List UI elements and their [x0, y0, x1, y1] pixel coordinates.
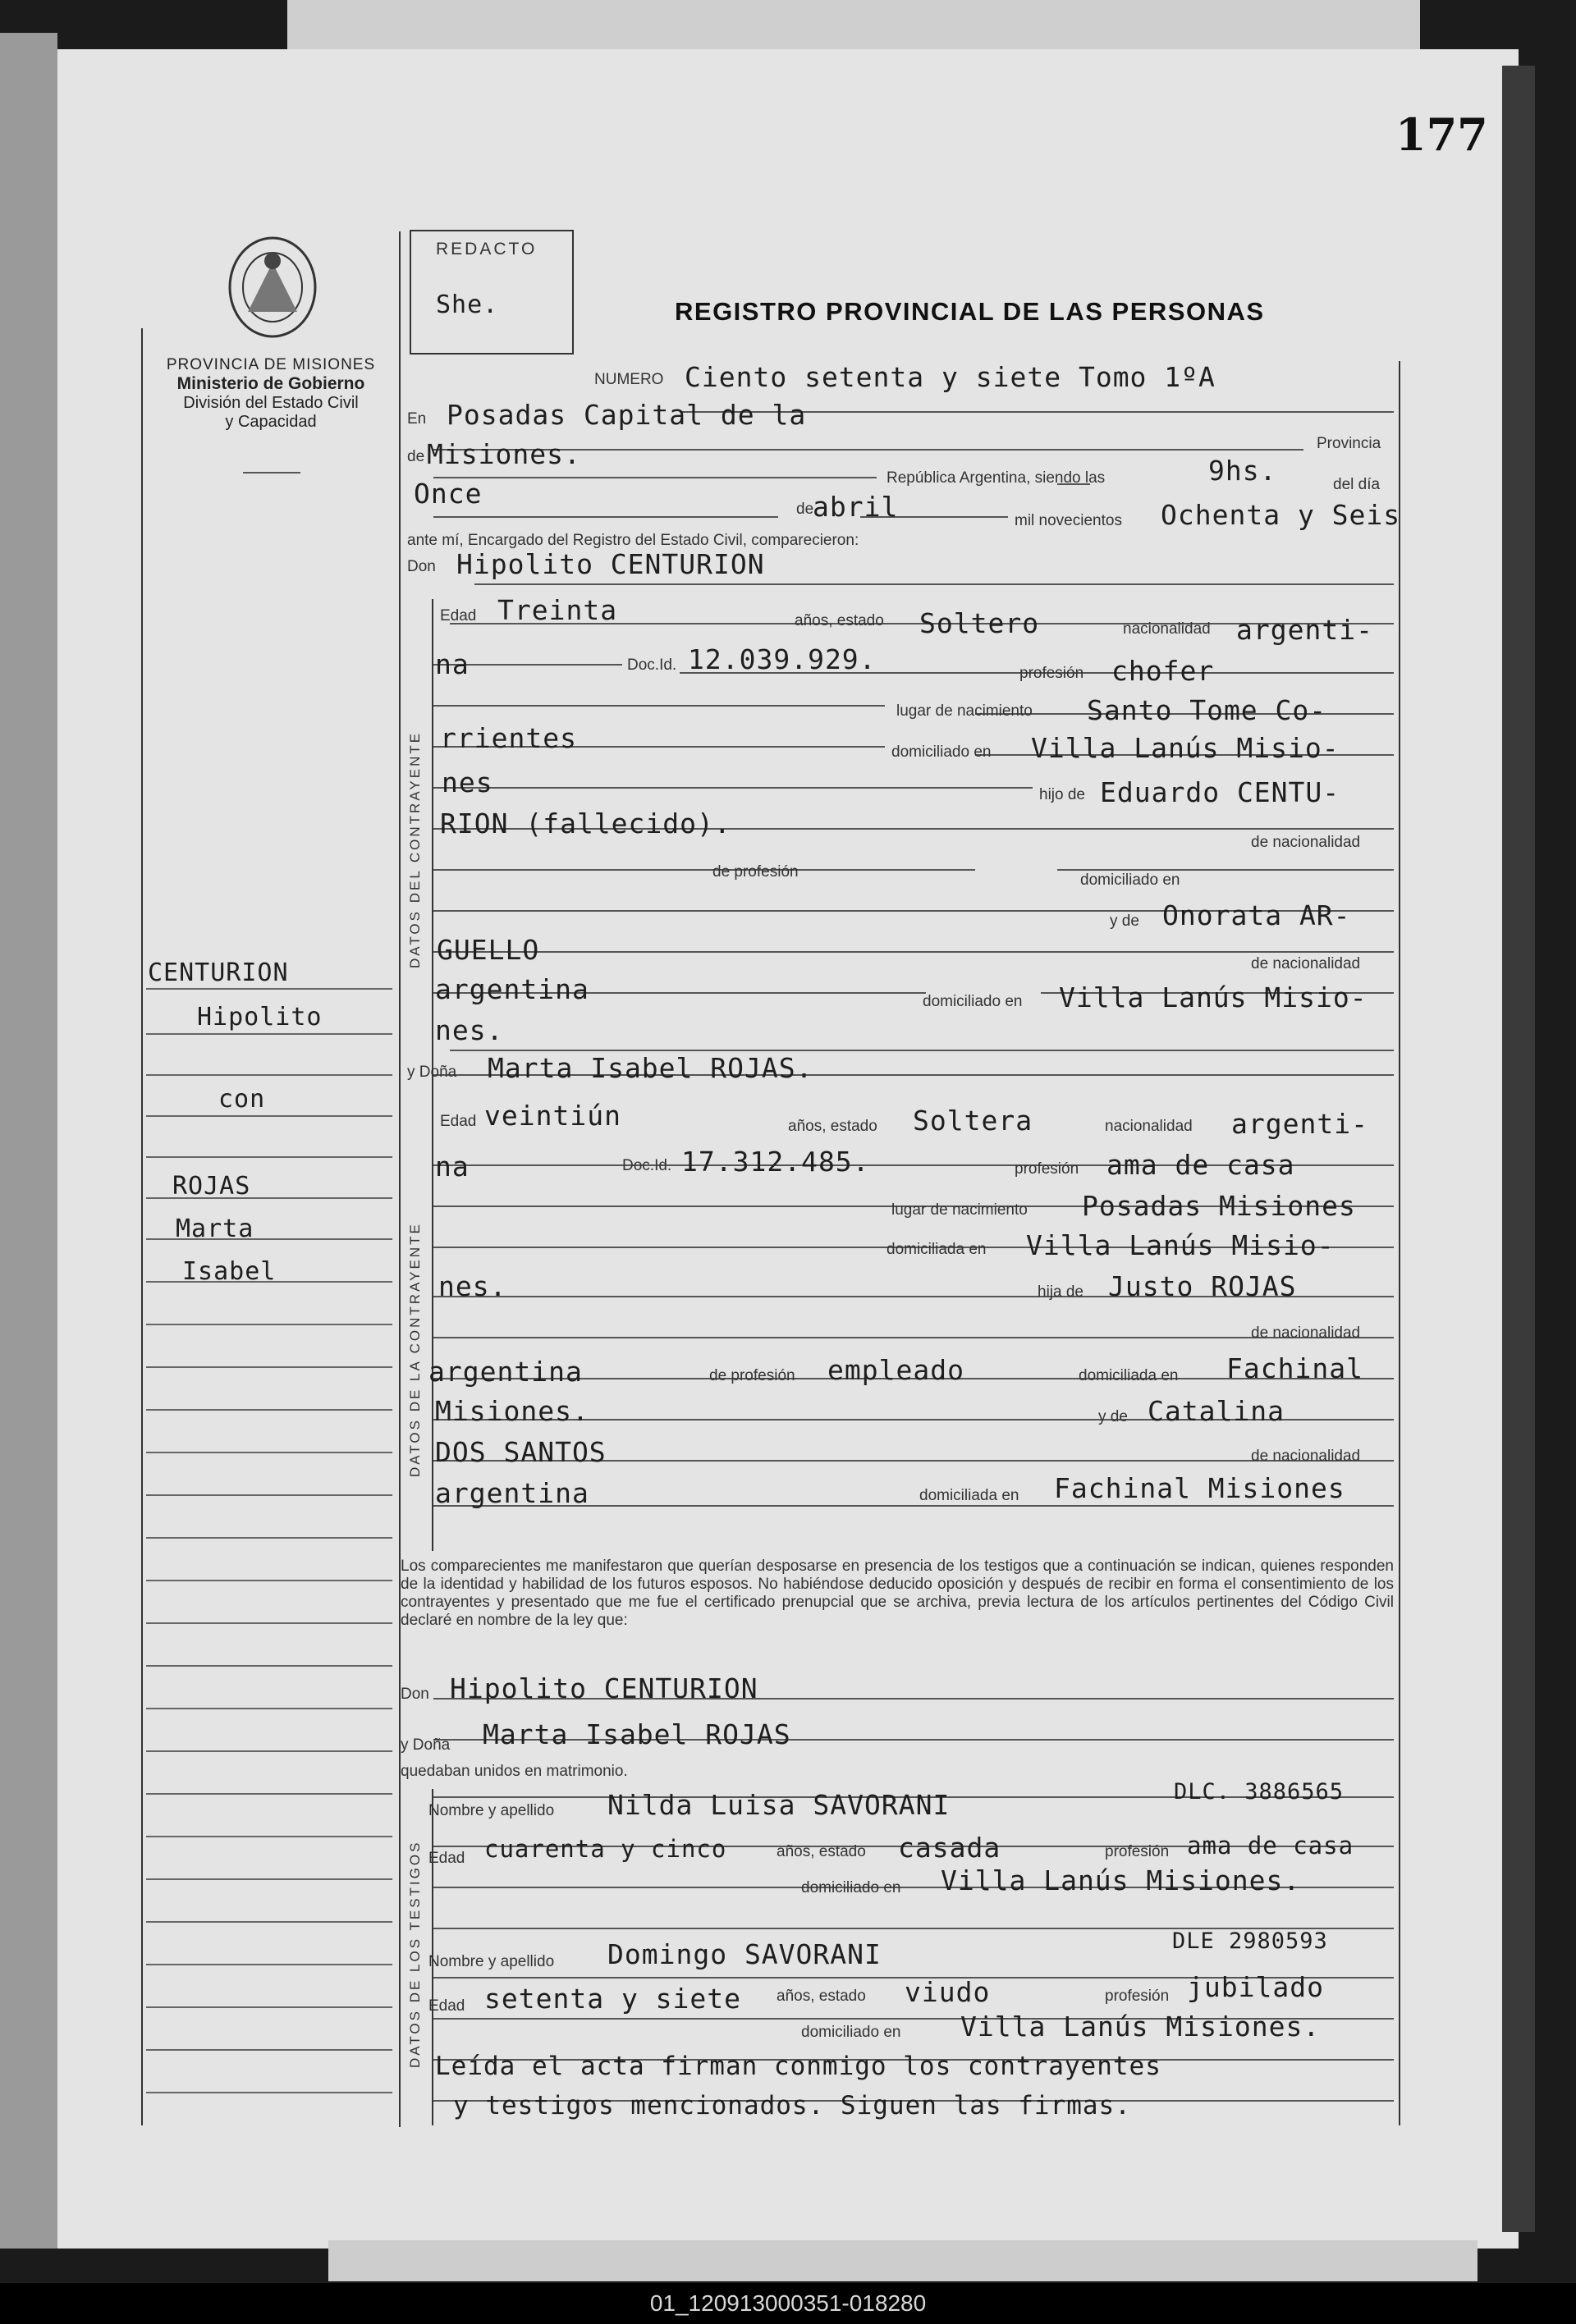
- margin-note-1: CENTURION: [148, 958, 289, 987]
- contrayente-madre-a: Onorata AR-: [1162, 899, 1351, 931]
- act-provincia: Misiones.: [427, 438, 581, 470]
- redacto-box: [410, 230, 574, 355]
- union-dona: Marta Isabel ROJAS: [483, 1718, 791, 1750]
- testigo2-edad: setenta y siete: [484, 1983, 742, 2015]
- section-label-contrayente: DATOS DEL CONTRAYENTE: [407, 730, 423, 968]
- label-mil: mil novecientos: [1015, 512, 1122, 529]
- contrayenta-doc: 17.312.485.: [681, 1146, 870, 1178]
- act-numero: Ciento setenta y siete Tomo 1ºA: [685, 361, 1216, 393]
- contrayente-padre-a: Eduardo CENTU-: [1100, 776, 1340, 808]
- margin-note-3: con: [218, 1085, 266, 1114]
- label-dona-union: y Doña: [401, 1736, 451, 1754]
- left-margin-border: [141, 328, 143, 2125]
- contrayenta-domicilio-b: nes.: [438, 1270, 507, 1302]
- label-profesion-t2: profesión: [1105, 1988, 1170, 2005]
- contrayenta-madre-nac: argentina: [435, 1477, 589, 1509]
- contrayenta-padre-nac: argentina: [428, 1356, 583, 1388]
- label-en: En: [407, 410, 427, 428]
- label-domiciliada-3: domiciliada en: [919, 1487, 1019, 1504]
- issuer-block: [148, 356, 394, 432]
- margin-note-6: Isabel: [182, 1257, 277, 1286]
- closing-line-1: Leída el acta firman conmigo los contrayentes: [435, 2052, 1161, 2081]
- label-republica: República Argentina, siendo las: [886, 469, 1106, 487]
- contrayente-nacionalidad-b: na: [435, 648, 470, 680]
- label-anos-estado-t2: años, estado: [777, 1988, 866, 2005]
- issuer-rule: [243, 472, 300, 473]
- section-label-testigos: DATOS DE LOS TESTIGOS: [407, 1840, 423, 2068]
- label-lugar-nac-1: lugar de nacimiento: [896, 702, 1033, 720]
- contrayente-domicilio-b: nes: [442, 766, 493, 798]
- testigo2-profesion: jubilado: [1187, 1971, 1324, 2003]
- contrayenta-madre-a: Catalina: [1148, 1395, 1285, 1427]
- contrayenta-padre-dom: Fachinal: [1226, 1352, 1363, 1384]
- contrayente-madre-b: GUELLO: [437, 934, 540, 966]
- contrayente-estado: Soltero: [919, 607, 1040, 639]
- label-profesion-t1: profesión: [1105, 1843, 1170, 1860]
- label-edad-t1: Edad: [428, 1850, 465, 1867]
- testigo1-estado: casada: [898, 1832, 1001, 1864]
- contrayente-lugar-a: Santo Tome Co-: [1087, 694, 1327, 726]
- label-anos-estado-1: años, estado: [795, 612, 884, 629]
- testigo2-domicilio: Villa Lanús Misiones.: [960, 2011, 1321, 2043]
- act-en: Posadas Capital de la: [447, 399, 807, 431]
- page-number: 177: [1395, 108, 1488, 161]
- label-domiciliado-1: domiciliado en: [891, 743, 992, 761]
- label-hijo-de: hijo de: [1039, 786, 1085, 803]
- act-dia: Once: [414, 478, 483, 510]
- margin-note-5: Marta: [176, 1215, 254, 1243]
- contrayenta-padre-prof: empleado: [827, 1354, 964, 1386]
- testigo2-estado: viudo: [905, 1976, 991, 2008]
- label-edad-t2: Edad: [428, 1997, 465, 2015]
- margin-ruled-lines: [146, 944, 392, 2134]
- label-domiciliada-2: domiciliada en: [1079, 1367, 1179, 1384]
- contrayente-doc: 12.039.929.: [688, 643, 877, 675]
- declaration-text: Los comparecientes me manifestaron que querían desposarse en presencia de los testigos que a continuación se indican, quienes responden de la identidad y habilidad de los futuros esposos. No habiéndose deducido oposición y después de recibir en forma el consentimiento de los contrayentes y presentado que me fue el certificado prenupcial que se archiva, previa lectura de los artículos pertinentes del Código Civil declaré en nombre de la ley que:: [401, 1558, 1394, 1629]
- contrayenta-madre-dom: Fachinal Misiones: [1054, 1472, 1345, 1504]
- section-label-contrayenta: DATOS DE LA CONTRAYENTE: [407, 1222, 423, 1477]
- label-de-nacionalidad-3: de nacionalidad: [1251, 1324, 1361, 1342]
- label-del-dia: del día: [1333, 476, 1381, 493]
- issuer-province: PROVINCIA DE MISIONES: [166, 356, 376, 373]
- label-de-nacionalidad-1: de nacionalidad: [1251, 834, 1361, 851]
- margin-note-4: ROJAS: [172, 1172, 251, 1201]
- label-doc-2: Doc.Id.: [622, 1157, 672, 1174]
- label-don: Don: [407, 558, 436, 575]
- label-doc-1: Doc.Id.: [627, 656, 677, 674]
- contrayenta-domicilio-a: Villa Lanús Misio-: [1026, 1229, 1335, 1261]
- contrayenta-madre-b: DOS SANTOS: [435, 1436, 607, 1468]
- label-domiciliado-t2: domiciliado en: [801, 2024, 901, 2041]
- testigo1-doc: DLC. 3886565: [1174, 1779, 1345, 1805]
- label-nacionalidad-2: nacionalidad: [1105, 1118, 1193, 1135]
- label-edad-2: Edad: [440, 1113, 477, 1130]
- testigo2-nombre: Domingo SAVORANI: [607, 1938, 882, 1970]
- contrayente-madre-nac: argentina: [435, 973, 589, 1005]
- label-de-nacionalidad-4: de nacionalidad: [1251, 1448, 1361, 1465]
- label-don-union: Don: [401, 1686, 429, 1703]
- label-nombre-testigo-1: Nombre y apellido: [428, 1802, 555, 1819]
- label-ante: ante mí, Encargado del Registro del Estado Civil, comparecieron:: [407, 532, 859, 549]
- label-de: de: [407, 448, 425, 465]
- contrayente-madre-dom-a: Villa Lanús Misio-: [1059, 981, 1368, 1013]
- act-mes: abril: [813, 491, 899, 523]
- contrayente-padre-b: RION (fallecido).: [440, 807, 731, 839]
- contrayente-nombre: Hipolito CENTURION: [456, 548, 765, 580]
- contrayente-profesion: chofer: [1111, 655, 1215, 687]
- closing-line-2: y testigos mencionados. Siguen las firmas.: [453, 2091, 1131, 2120]
- contrayenta-nacionalidad-a: argenti-: [1231, 1108, 1368, 1140]
- label-profesion-1: profesión: [1019, 665, 1084, 682]
- contrayente-domicilio-a: Villa Lanús Misio-: [1031, 732, 1340, 764]
- label-domiciliado-2: domiciliado en: [1080, 872, 1180, 889]
- label-domiciliado-3: domiciliado en: [923, 993, 1023, 1010]
- contrayenta-lugar: Posadas Misiones: [1082, 1190, 1356, 1222]
- label-anos-estado-2: años, estado: [788, 1118, 877, 1135]
- issuer-division: División del Estado Civil: [183, 394, 359, 412]
- margin-note-2: Hipolito: [197, 1003, 323, 1032]
- contrayente-madre-dom-b: nes.: [435, 1014, 504, 1046]
- contrayenta-padre: Justo ROJAS: [1108, 1270, 1297, 1302]
- label-domiciliado-t1: domiciliado en: [801, 1879, 901, 1896]
- testigo1-edad: cuarenta y cinco: [484, 1835, 727, 1863]
- footer-id: 01_120913000351-018280: [0, 2283, 1576, 2324]
- redacto-label: REDACTO: [436, 240, 538, 258]
- label-y-de-2: y de: [1098, 1408, 1128, 1425]
- label-de-profesion-2: de profesión: [709, 1367, 795, 1384]
- contrayente-nacionalidad-a: argenti-: [1236, 614, 1373, 646]
- label-de-mes: de: [796, 501, 814, 518]
- contrayenta-estado: Soltera: [913, 1105, 1033, 1137]
- label-nacionalidad-1: nacionalidad: [1123, 620, 1211, 638]
- label-dona: y Doña: [407, 1064, 457, 1081]
- contrayenta-edad: veintiún: [484, 1100, 621, 1132]
- act-hora: 9hs.: [1208, 455, 1277, 487]
- issuer-ministry: Ministerio de Gobierno: [176, 374, 365, 393]
- seal-icon: [223, 230, 322, 345]
- label-domiciliada-1: domiciliada en: [886, 1241, 987, 1258]
- label-lugar-nac-2: lugar de nacimiento: [891, 1201, 1028, 1219]
- testigo2-doc: DLE 2980593: [1172, 1928, 1328, 1954]
- contrayenta-nacionalidad-b: na: [435, 1151, 470, 1183]
- contrayenta-padre-dom-b: Misiones.: [435, 1395, 589, 1427]
- testigo1-nombre: Nilda Luisa SAVORANI: [607, 1789, 951, 1821]
- label-numero: NUMERO: [594, 371, 664, 388]
- contrayente-lugar-b: rrientes: [440, 722, 577, 754]
- label-edad-1: Edad: [440, 607, 477, 624]
- label-y-de-1: y de: [1110, 913, 1139, 930]
- contrayenta-nombre: Marta Isabel ROJAS.: [488, 1052, 813, 1084]
- label-de-profesion-1: de profesión: [712, 863, 799, 881]
- testigo1-domicilio: Villa Lanús Misiones.: [941, 1864, 1301, 1896]
- label-anos-estado-t1: años, estado: [777, 1843, 866, 1860]
- label-quedaban: quedaban unidos en matrimonio.: [401, 1763, 628, 1780]
- label-de-nacionalidad-2: de nacionalidad: [1251, 955, 1361, 972]
- union-don: Hipolito CENTURION: [450, 1672, 758, 1704]
- redacto-value: She.: [436, 290, 499, 319]
- contrayente-edad: Treinta: [497, 594, 618, 626]
- contrayenta-profesion: ama de casa: [1106, 1149, 1295, 1181]
- label-provincia: Provincia: [1317, 435, 1381, 452]
- label-hija-de: hija de: [1038, 1283, 1084, 1301]
- testigo1-profesion: ama de casa: [1187, 1832, 1354, 1860]
- registry-title: REGISTRO PROVINCIAL DE LAS PERSONAS: [675, 297, 1265, 326]
- issuer-division2: y Capacidad: [225, 413, 317, 431]
- label-nombre-testigo-2: Nombre y apellido: [428, 1953, 555, 1970]
- act-anio: Ochenta y Seis: [1161, 499, 1401, 531]
- label-profesion-2: profesión: [1015, 1160, 1079, 1178]
